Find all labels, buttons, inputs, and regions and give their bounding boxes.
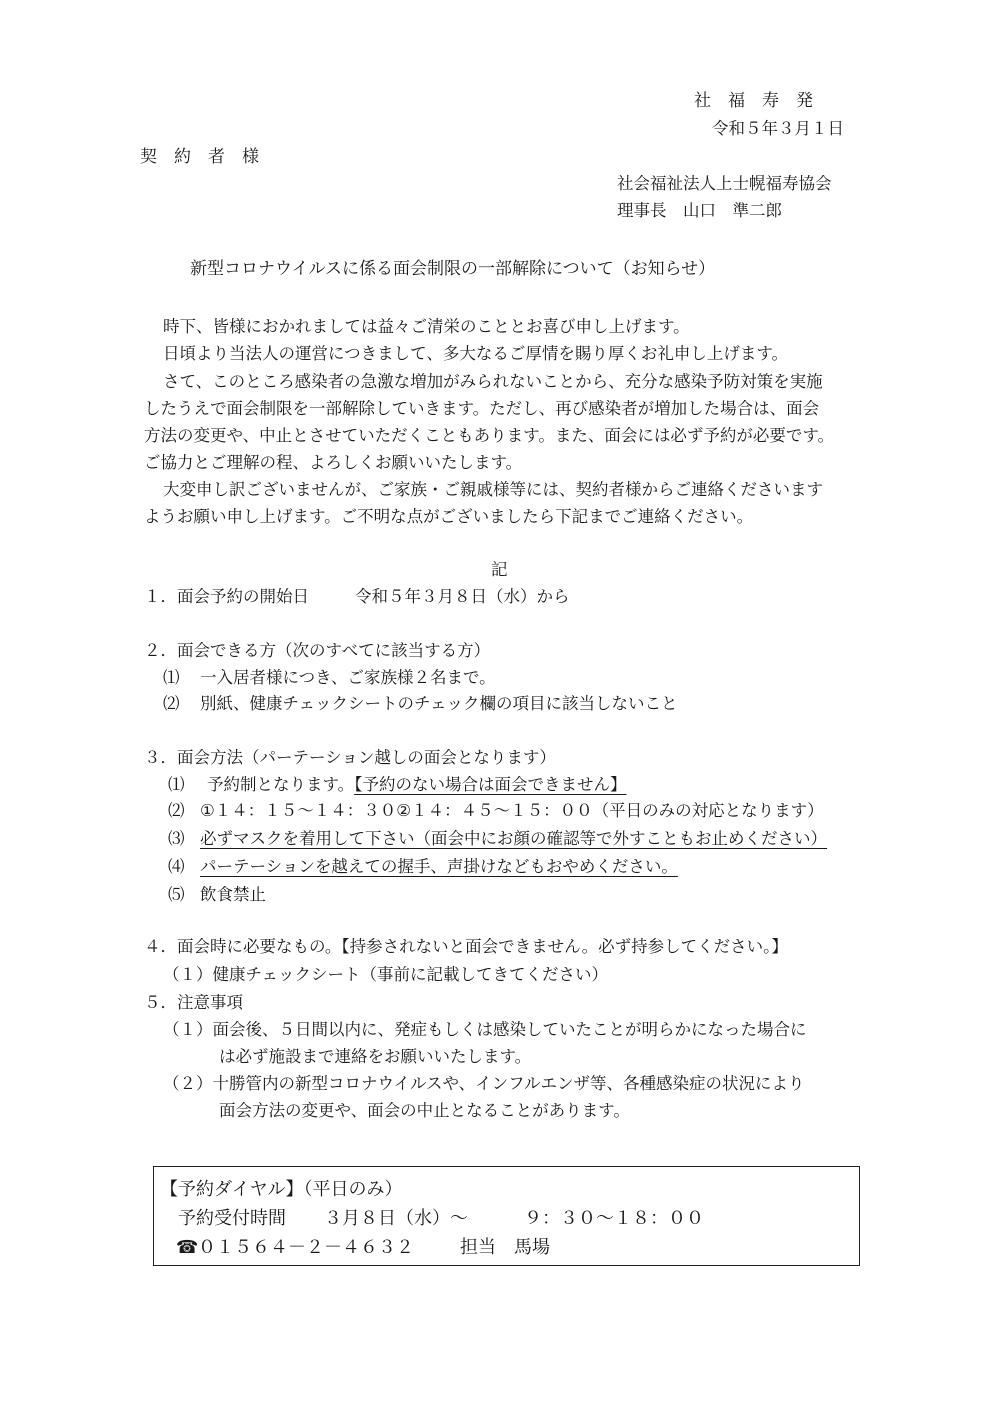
contact-person: 担当 馬場	[460, 1237, 550, 1258]
list-item-number: ⑵	[168, 801, 185, 820]
list-item-number: ⑵	[163, 694, 180, 713]
body-line: ようお願い申し上げます。ご不明な点がございましたら下記までご連絡ください。	[144, 507, 754, 526]
list-item-number: ⑶	[168, 829, 185, 848]
section-1-value: 令和５年３月８日（水）から	[355, 587, 570, 606]
section-5-heading: ５．注意事項	[144, 993, 243, 1012]
list-item-number: ⑸	[168, 885, 185, 904]
body-line: したうえで面会制限を一部解除していきます。ただし、再び感染者が増加した場合は、面会	[144, 399, 820, 418]
body-line: 方法の変更や、中止とさせていただくこともあります。また、面会には必ず予約が必要です。	[144, 426, 835, 445]
body-line: 日頃より当法人の運営につきまして、多大なるご厚情を賜り厚くお礼申し上げます。	[163, 344, 789, 363]
section-2-heading: ２．面会できる方（次のすべてに該当する方）	[144, 641, 491, 660]
list-item-number: ⑴	[163, 668, 180, 687]
list-item-continuation: 面会方法の変更や、面会の中止となることがあります。	[219, 1101, 630, 1120]
list-item: 一入居者様につき、ご家族様２名まで。	[200, 668, 496, 687]
list-item-continuation: は必ず施設まで連絡をお願いいたします。	[219, 1047, 532, 1066]
list-item-number: ⑴	[168, 775, 185, 794]
phone-number[interactable]: ０１５６４－２－４６３２	[198, 1237, 414, 1258]
issue-date: 令和５年３月１日	[712, 119, 844, 138]
reservation-heading: 【予約ダイヤル】（平日のみ）	[160, 1179, 403, 1200]
list-item: （２）十勝管内の新型コロナウイルスや、インフルエンザ等、各種感染症の状況により	[163, 1074, 805, 1093]
hours-label: 予約受付時間	[178, 1208, 286, 1229]
body-line: さて、このところ感染者の急激な増加がみられないことから、充分な感染予防対策を実施	[163, 372, 823, 391]
document-title: 新型コロナウイルスに係る面会制限の一部解除について（お知らせ）	[190, 259, 716, 279]
list-item: （１）面会後、５日間以内に、発症もしくは感染していたことが明らかになった場合に	[163, 1020, 807, 1039]
body-line: 時下、皆様におかれましては益々ご清栄のこととお喜び申し上げます。	[163, 317, 690, 336]
hours-start-date: ３月８日（水）～	[324, 1208, 468, 1229]
phone-icon: ☎	[176, 1237, 199, 1258]
body-line: 大変申し訳ございませんが、ご家族・ご親戚様等には、契約者様からご連絡くださいます	[163, 480, 823, 499]
body-line: ご協力とご理解の程、よろしくお願いいたします。	[144, 453, 523, 472]
visiting-hours: ①１４：１５～１４：３０②１４：４５～１５：００（平日のみの対応となります）	[200, 801, 824, 820]
section-1-heading: １．面会予約の開始日	[144, 587, 309, 606]
list-item: （１）健康チェックシート（事前に記載してきてください）	[163, 965, 609, 984]
signatory: 理事長 山口 準二郎	[617, 201, 782, 220]
recipient: 契 約 者 様	[140, 147, 259, 167]
reservation-box	[153, 1166, 860, 1266]
section-3-heading: ３．面会方法（パーテーション越しの面会となります）	[144, 748, 556, 767]
list-item-number: ⑷	[168, 857, 185, 876]
organization-name: 社会福祉法人上士幌福寿協会	[617, 174, 832, 193]
ki-marker: 記	[491, 560, 508, 579]
partition-rule: パーテーションを越えての握手、声掛けなどもおやめください。	[200, 857, 678, 876]
list-item: 別紙、健康チェックシートのチェック欄の項目に該当しないこと	[200, 694, 678, 713]
list-item	[207, 774, 626, 796]
list-item: 飲食禁止	[200, 885, 266, 904]
mask-rule: 必ずマスクを着用して下さい（面会中にお顔の確認等で外すこともお止めください）	[200, 829, 827, 848]
hours-time: ９：３０～１８：００	[524, 1208, 704, 1229]
document-number: 社 福 寿 発	[694, 91, 813, 111]
section-4-heading: ４．面会時に必要なもの。【持参されないと面会できません。必ず持参してください。】	[144, 937, 788, 956]
reservation-required-text: 予約制となります。	[207, 775, 355, 794]
no-reservation-warning: 【予約のない場合は面会できません】	[354, 775, 627, 794]
